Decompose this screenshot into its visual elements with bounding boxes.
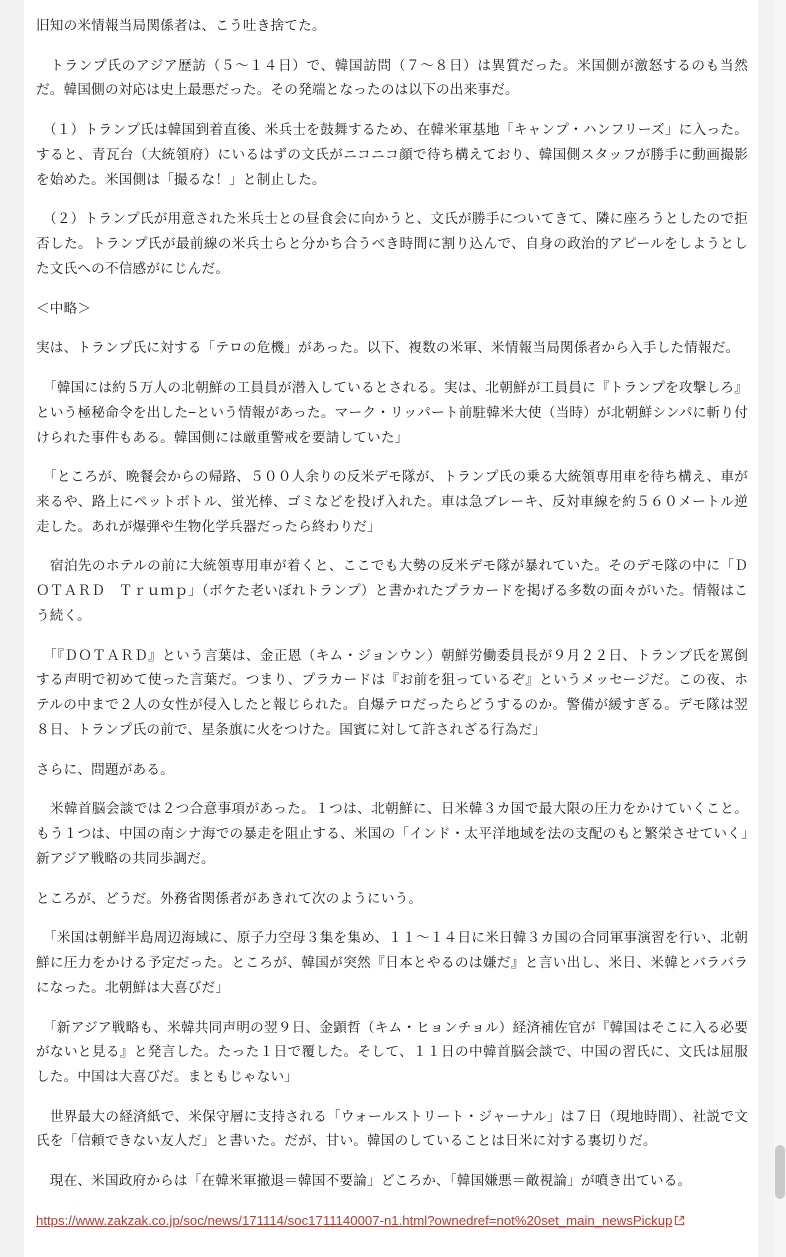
article-body <box>36 0 748 1257</box>
paragraph: 「ところが、晩餐会からの帰路、５００人余りの反米デモ隊が、トランプ氏の乗る大統領専用車を待ち構え、車が来るや、路上にペットボトル、蛍光棒、ゴミなどを投げ入れた。車は急ブレーキ、反対車線を約５６０メートル逆走した。あれが爆弾や生物化学兵器だったら終わりだ」 <box>36 469 748 534</box>
paragraph: 「韓国には約５万人の北朝鮮の工員員が潜入しているとされる。実は、北朝鮮が工員員に『トランプを攻撃しろ』という極秘命令を出した−という情報があった。マーク・リッパート前駐韓米大使（当時）が北朝鮮シンパに斬り付けられた事件もある。韓国側には厳重警戒を要請していた」 <box>36 380 748 445</box>
scrollbar-thumb[interactable] <box>775 1145 785 1199</box>
paragraph: ＜中略＞ <box>36 300 92 316</box>
paragraph: 現在、米国政府からは「在韓米軍撤退＝韓国不要論」どころか、「韓国嫌悪＝敵視論」が噴き出ている。 <box>36 1173 692 1189</box>
external-link-icon <box>674 1215 685 1226</box>
paragraph: 世界最大の経済紙で、米保守層に支持される「ウォールストリート・ジャーナル」は７日（現地時間）、社説で文氏を「信頼できない友人だ」と書いた。だが、甘い。韓国のしていることは日米に対する裏切りだ。 <box>36 1108 748 1149</box>
paragraph: 実は、トランプ氏に対する「テロの危機」があった。以下、複数の米軍、米情報当局関係者から入手した情報だ。 <box>36 340 740 356</box>
paragraph: （１）トランプ氏は韓国到着直後、米兵士を鼓舞するため、在韓米軍基地「キャンプ・ハンフリーズ」に入った。すると、青瓦台（大統領府）にいるはずの文氏がニコニコ顔で待ち構えており、韓国側スタッフが勝手に動画撮影を始めた。米国側は「撮るな！」と制止した。 <box>36 122 748 187</box>
paragraph: 「新アジア戦略も、米韓共同声明の翌９日、金顕哲（キム・ヒョンチョル）経済補佐官が『韓国はそこに入る必要がないと見る』と発言した。たった１日で覆した。そして、１１日の中韓首脳会談で、中国の習氏に、文氏は屈服した。中国は大喜びだ。まともじゃない」 <box>36 1019 748 1084</box>
paragraph: 「『ＤＯＴＡＲＤ』という言葉は、金正恩（キム・ジョンウン）朝鮮労働委員長が９月２２日、トランプ氏を罵倒する声明で初めて使った言葉だ。つまり、プラカードは『お前を狙っているぞ』というメッセージだ。この夜、ホテルの中まで２人の女性が侵入したと報じられた。自爆テロだったらどうするのか。警備が緩すぎる。デモ隊は翌８日、トランプ氏の前で、星条旗に火をつけた。国賓に対して許されざる行為だ」 <box>36 647 748 737</box>
paragraph: ところが、どうだ。外務省関係者があきれて次のようにいう。 <box>36 890 423 906</box>
paragraph: 「米国は朝鮮半島周辺海域に、原子力空母３集を集め、１１〜１４日に米日韓３カ国の合同軍事演習を行い、北朝鮮に圧力をかける予定だった。ところが、韓国が突然『日本とやるのは嫌だ』と言い出し、米日、米韓とバラバラになった。北朝鮮は大喜びだ」 <box>36 930 748 995</box>
left-margin-rail <box>0 0 24 1257</box>
paragraph: トランプ氏のアジア歴訪（５〜１４日）で、韓国訪問（７〜８日）は異質だった。米国側が激怒するのも当然だ。韓国側の対応は史上最悪だった。その発端となったのは以下の出来事だ。 <box>36 57 748 98</box>
paragraph: 米韓首脳会談では２つ合意事項があった。１つは、北朝鮮に、日米韓３カ国で最大限の圧力をかけていくこと。もう１つは、中国の南シナ海での暴走を阻止する、米国の「インド・太平洋地域を法の支配のもと繁栄させていく」新アジア戦略の共同歩調だ。 <box>36 801 748 866</box>
source-link-row <box>36 1210 748 1231</box>
source-link[interactable]: https://www.zakzak.co.jp/soc/news/171114/soc1711140007-n1.html?ownedref=not%20set_main_newsPickup <box>36 1212 673 1228</box>
paragraph: 旧知の米情報当局関係者は、こう吐き捨てた。 <box>36 18 326 33</box>
scrollbar-track[interactable] <box>774 0 786 1257</box>
paragraph: さらに、問題がある。 <box>36 761 174 777</box>
paragraph: （２）トランプ氏が用意された米兵士との昼食会に向かうと、文氏が勝手についてきて、隣に座ろうとしたので拒否した。トランプ氏が最前線の米兵士らと分かち合うべき時間に割り込んで、自身の政治的アピールをしようとした文氏への不信感がにじんだ。 <box>36 211 748 276</box>
paragraph: 宿泊先のホテルの前に大統領専用車が着くと、ここでも大勢の反米デモ隊が暴れていた。そのデモ隊の中に「ＤＯＴＡＲＤ Ｔｒｕｍｐ」（ボケた老いぼれトランプ）と書かれたプラカードを掲げる多数の面々がいた。情報はこう続く。 <box>36 558 748 623</box>
